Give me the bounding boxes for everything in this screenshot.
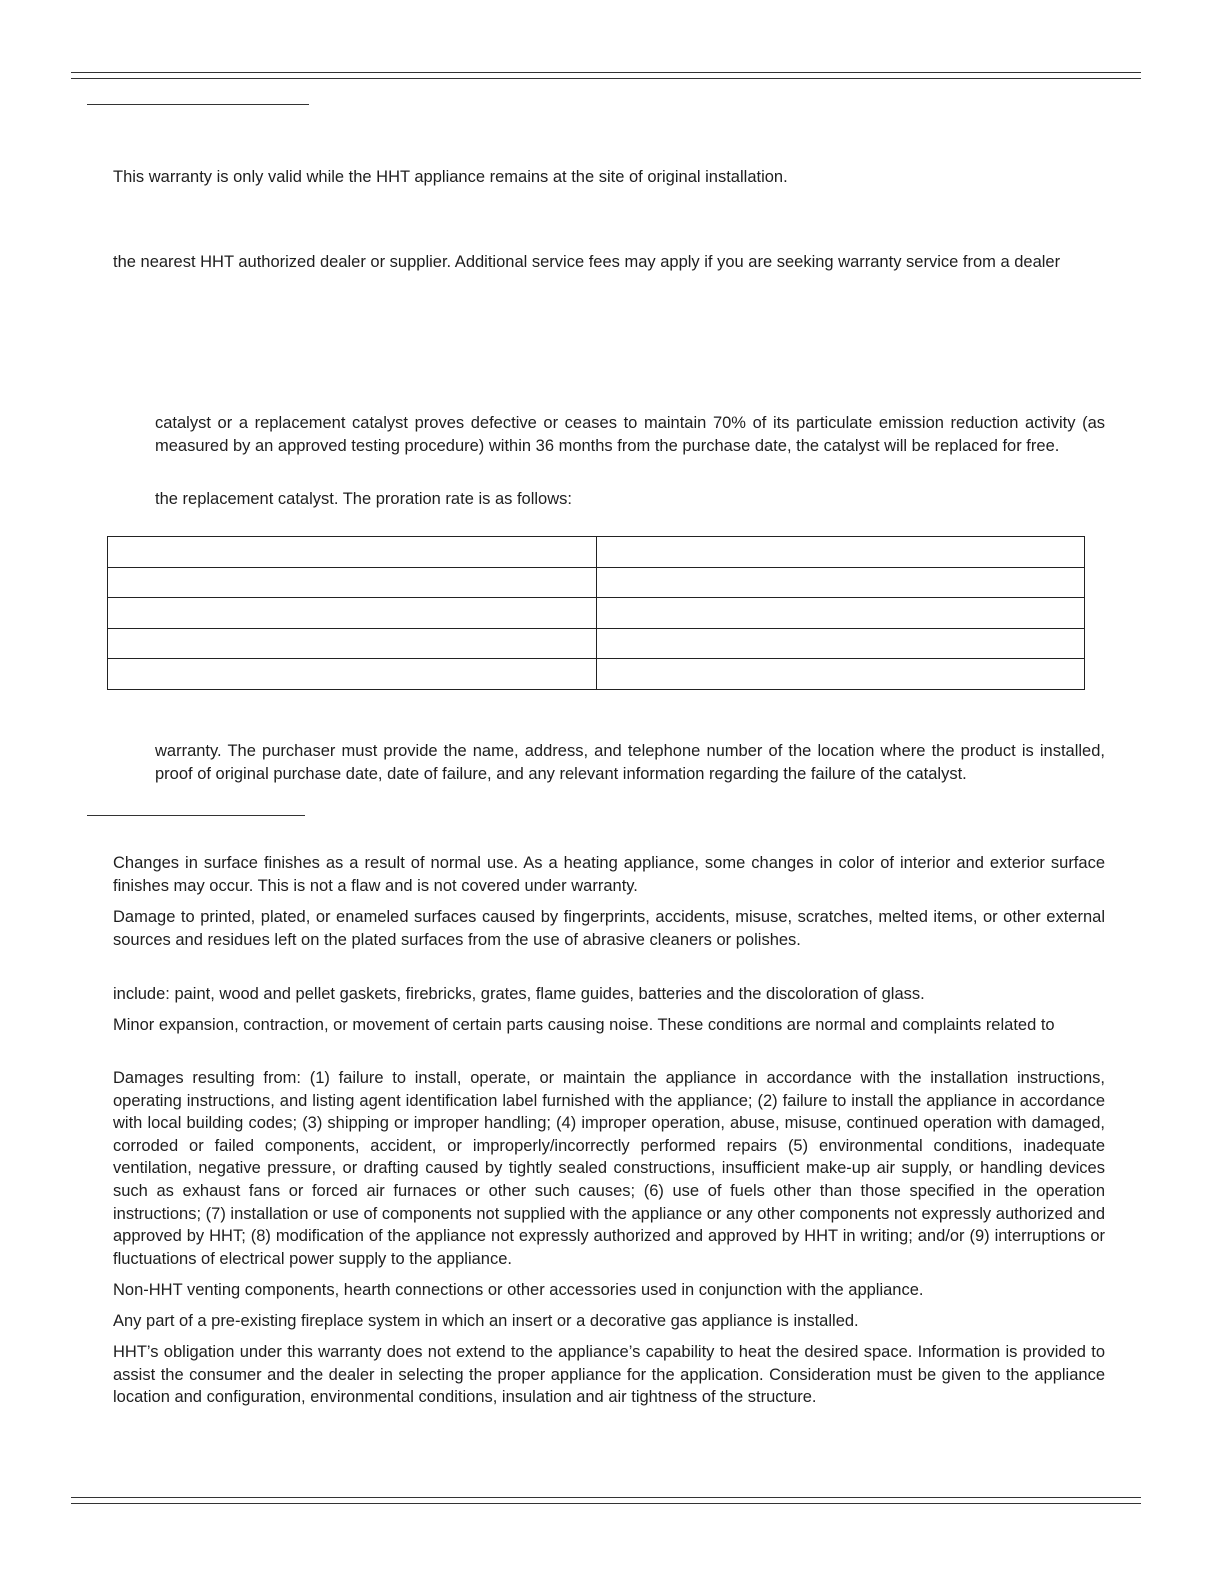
catalyst-replacement-paragraph: catalyst or a replacement catalyst proves defective or ceases to maintain 70% of its particulate emission reduction activity (as measured by an approved testing procedure) within 36 months from the purchase date, the catalyst will be replaced for free. <box>155 414 1105 455</box>
printed-surfaces-exclusion: Damage to printed, plated, or enameled surfaces caused by fingerprints, accidents, misuse, scratches, melted items, or other external sources and residues left on the plated surfaces from the use of abrasive cleaners or polishes. <box>113 908 1105 949</box>
table-cell <box>108 537 597 568</box>
table-cell <box>596 567 1085 598</box>
table-cell <box>596 537 1085 568</box>
surface-finishes-exclusion: Changes in surface finishes as a result of normal use. As a heating appliance, some changes in color of interior and exterior surface finishes may occur. This is not a flaw and is not covered under warranty. <box>113 854 1105 895</box>
table-cell <box>596 628 1085 659</box>
venting-exclusion: Non-HHT venting components, hearth connections or other accessories used in conjunction with the appliance. <box>113 1281 924 1299</box>
section-heading-underline <box>87 815 305 816</box>
table-cell <box>108 567 597 598</box>
table-cell <box>596 598 1085 629</box>
table-row <box>108 598 1085 629</box>
noise-exclusion: Minor expansion, contraction, or movement of certain parts causing noise. These conditions are normal and complaints related to <box>113 1016 1055 1034</box>
proration-table <box>107 536 1085 690</box>
preexisting-fireplace-exclusion: Any part of a pre-existing fireplace system in which an insert or a decorative gas appliance is installed. <box>113 1312 859 1330</box>
damages-exclusion: Damages resulting from: (1) failure to install, operate, or maintain the appliance in accordance with the installation instructions, operating instructions, and listing agent identification label furnished with the appliance; (2) failure to install the appliance in accordance with local building codes; (3) shipping or improper handling; (4) improper operation, abuse, misuse, continued operation with damaged, corroded or failed components, accident, or improperly/incorrectly performed repairs (5) environmental conditions, inadequate ventilation, negative pressure, or drafting caused by tightly sealed constructions, insufficient make-up air supply, or handling devices such as exhaust fans or forced air furnaces or other such causes; (6) use of fuels other than those specified in the operation instructions; (7) installation or use of components not supplied with the appliance or any other components not expressly authorized and approved by HHT; (8) modification of the appliance not expressly authorized and approved by HHT in writing; and/or (9) interruptions or fluctuations of electrical power supply to the appliance. <box>113 1069 1105 1268</box>
table-row <box>108 537 1085 568</box>
section-heading-underline <box>87 104 309 105</box>
site-validity-text: This warranty is only valid while the HHT appliance remains at the site of original installation. <box>113 168 788 186</box>
table-cell <box>108 598 597 629</box>
table-cell <box>108 628 597 659</box>
heating-capability-exclusion: HHT’s obligation under this warranty does not extend to the appliance’s capability to heat the desired space. Information is provided to assist the consumer and the dealer in selecting the proper appliance for the application. Consideration must be given to the appliance location and configuration, environmental conditions, insulation and air tightness of the structure. <box>113 1343 1105 1407</box>
table-row <box>108 659 1085 690</box>
wear-parts-exclusion: include: paint, wood and pellet gaskets, firebricks, grates, flame guides, batteries and the discoloration of glass. <box>113 985 925 1003</box>
table-cell <box>108 659 597 690</box>
table-cell <box>596 659 1085 690</box>
table-row <box>108 628 1085 659</box>
dealer-service-text: the nearest HHT authorized dealer or supplier. Additional service fees may apply if you are seeking warranty service from a dealer <box>113 253 1061 271</box>
proration-intro-text: the replacement catalyst. The proration rate is as follows: <box>155 490 572 508</box>
footer-rule <box>71 1497 1141 1504</box>
table-row <box>108 567 1085 598</box>
claim-requirements-paragraph: warranty. The purchaser must provide the name, address, and telephone number of the location where the product is installed, proof of original purchase date, date of failure, and any relevant information regarding the failure of the catalyst. <box>155 742 1105 783</box>
header-rule <box>71 72 1141 79</box>
